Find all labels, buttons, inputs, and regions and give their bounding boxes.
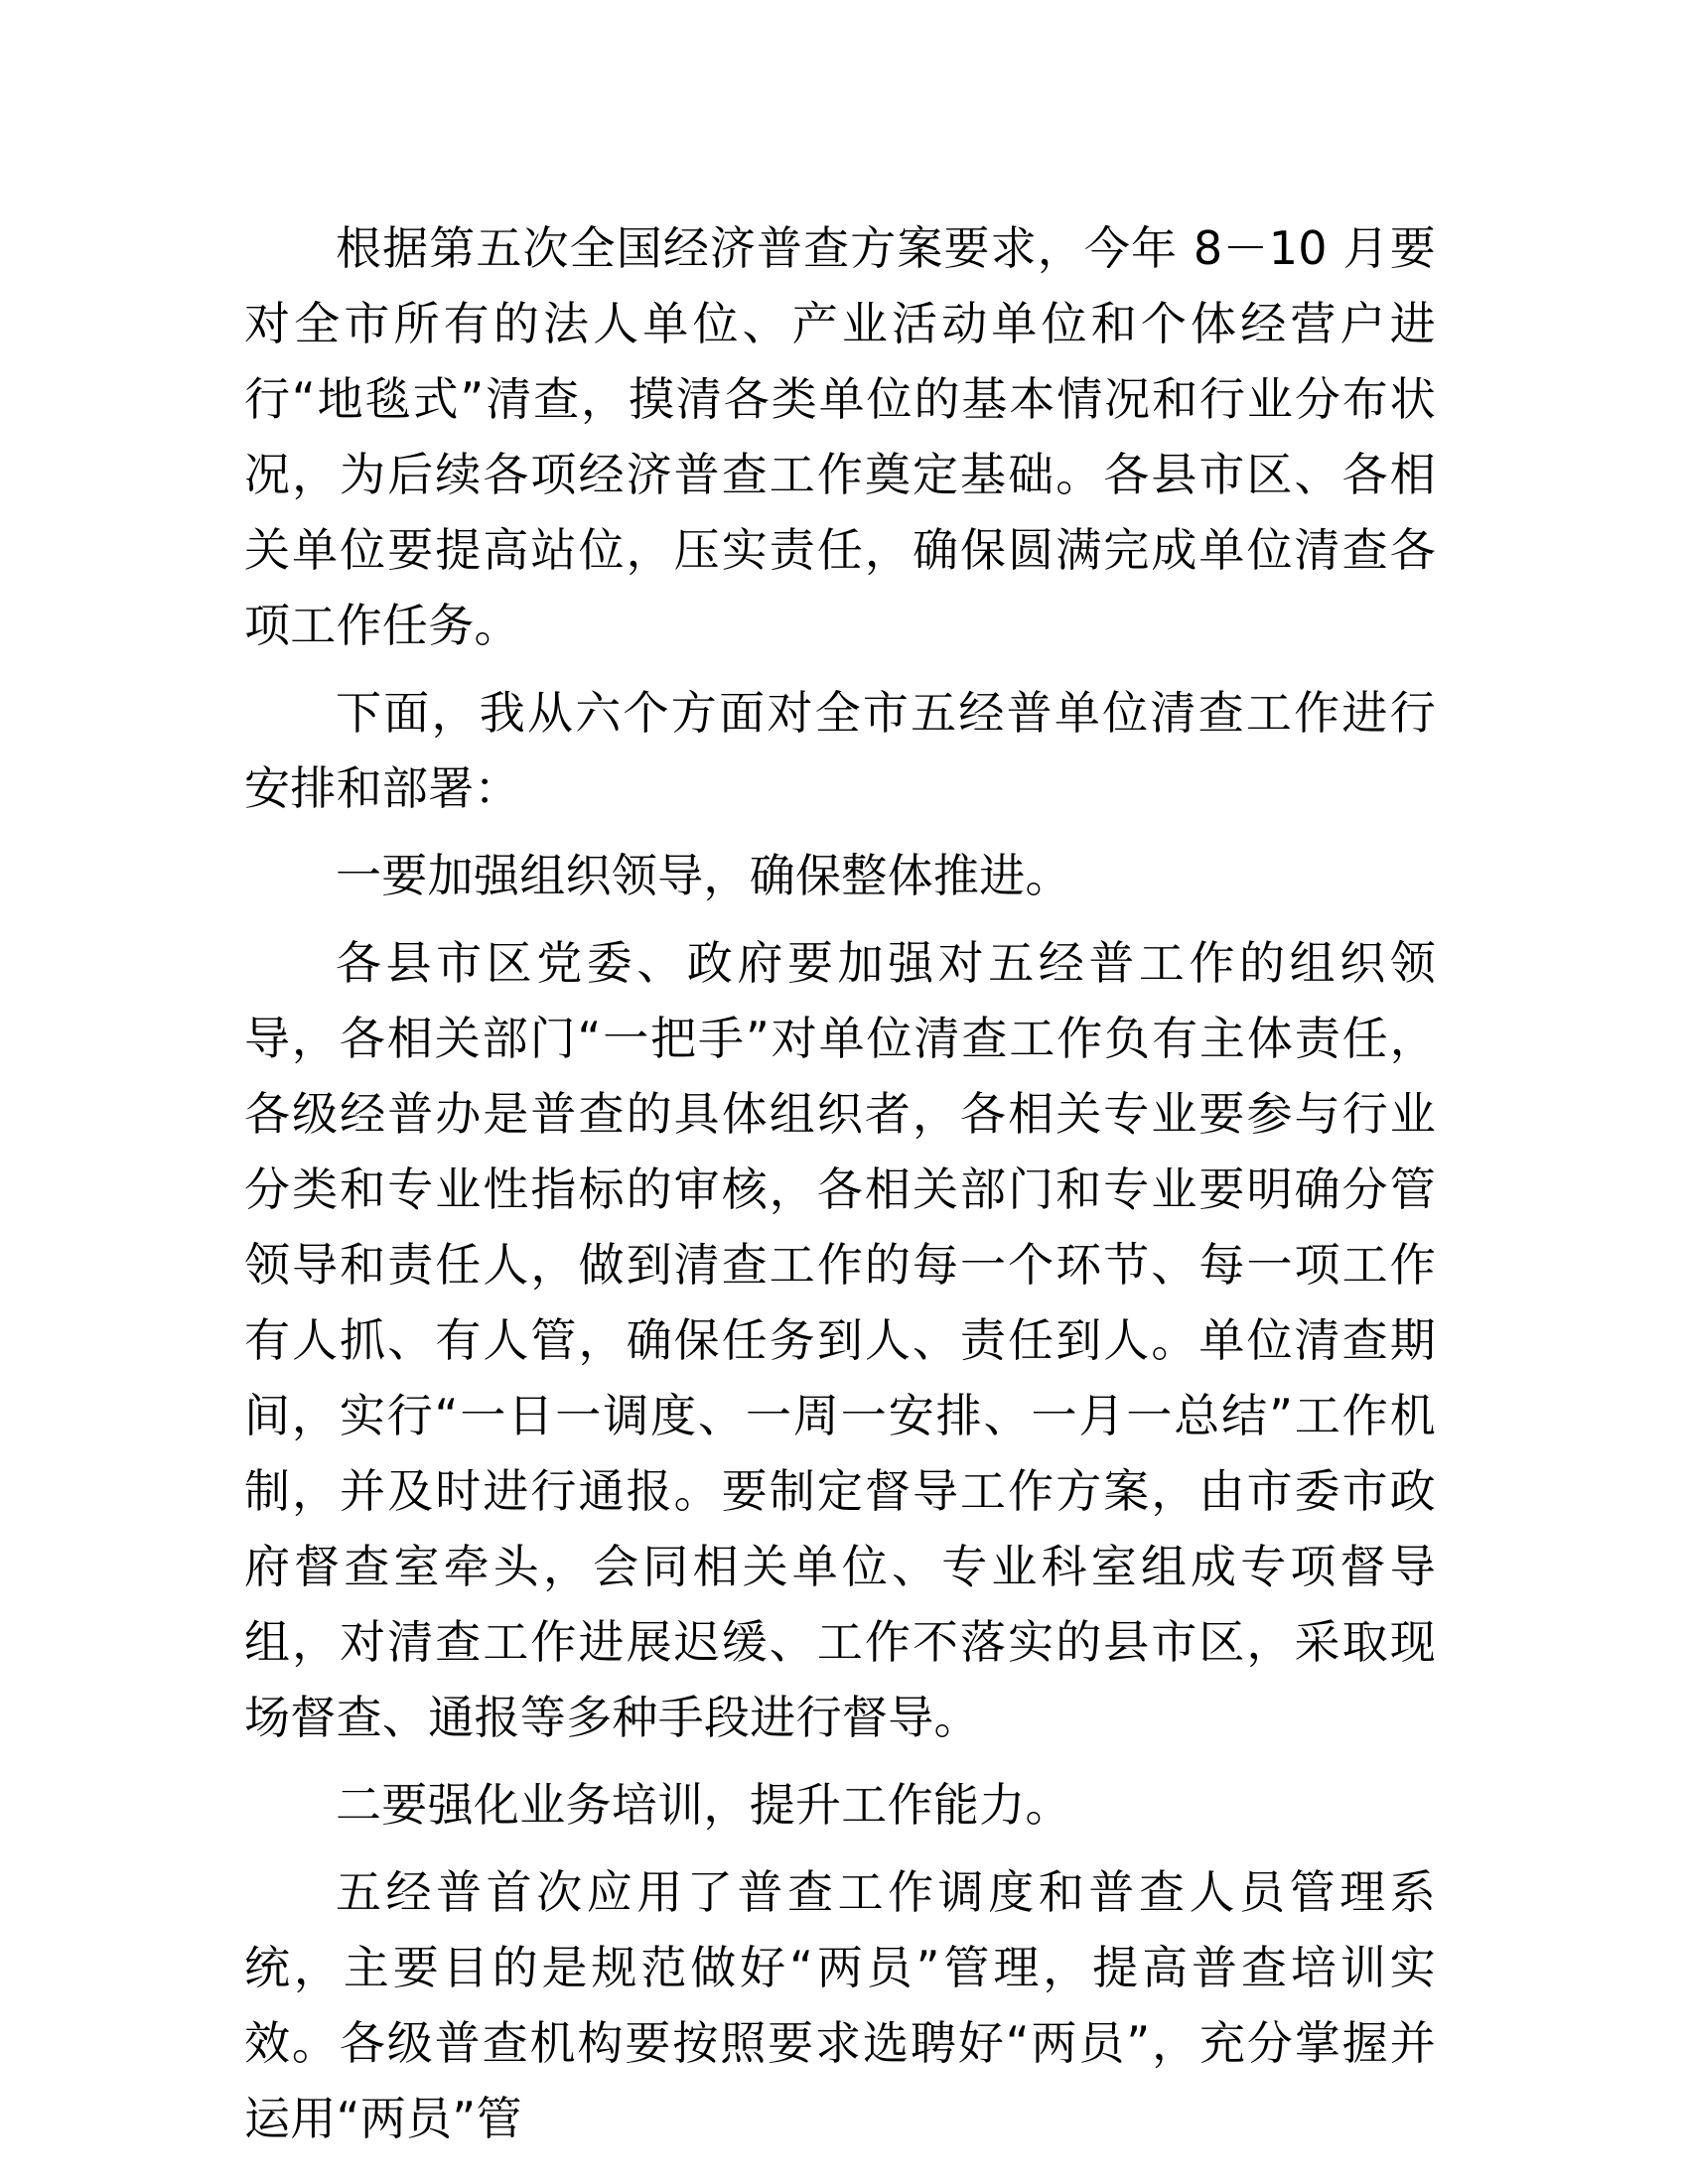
paragraph-section-2: 五经普首次应用了普查工作调度和普查人员管理系统，主要目的是规范做好“两员”管理，提高普查培训实效。各级普查机构要按照要求选聘好“两员”，充分掌握并运用“两员”管 <box>244 1865 1436 2145</box>
paragraph-overview: 下面，我从六个方面对全市五经普单位清查工作进行安排和部署： <box>244 686 1436 815</box>
section-heading-2: 二要强化业务培训，提升工作能力。 <box>336 1778 1071 1832</box>
section-heading-1: 一要加强组织领导，确保整体推进。 <box>336 849 1071 902</box>
paragraph-intro: 根据第五次全国经济普查方案要求，今年 8－10 月要对全市所有的法人单位、产业活动单位和个体经营户进行“地毯式”清查，摸清各类单位的基本情况和行业分布状况，为后续各项经济普查工作奠定基础。各县市区、各相关单位要提高站位，压实责任，确保圆满完成单位清查各项工作任务。 <box>244 221 1436 652</box>
document-body <box>244 210 1436 2168</box>
paragraph-section-1: 各县市区党委、政府要加强对五经普工作的组织领导，各相关部门“一把手”对单位清查工作负有主体责任，各级经普办是普查的具体组织者，各相关专业要参与行业分类和专业性指标的审核，各相关部门和专业要明确分管领导和责任人，做到清查工作的每一个环节、每一项工作有人抓、有人管，确保任务到人、责任到人。单位清查期间，实行“一日一调度、一周一安排、一月一总结”工作机制，并及时进行通报。要制定督导工作方案，由市委市政府督查室牵头，会同相关单位、专业科室组成专项督导组，对清查工作进展迟缓、工作不落实的县市区，采取现场督查、通报等多种手段进行督导。 <box>244 936 1436 1744</box>
